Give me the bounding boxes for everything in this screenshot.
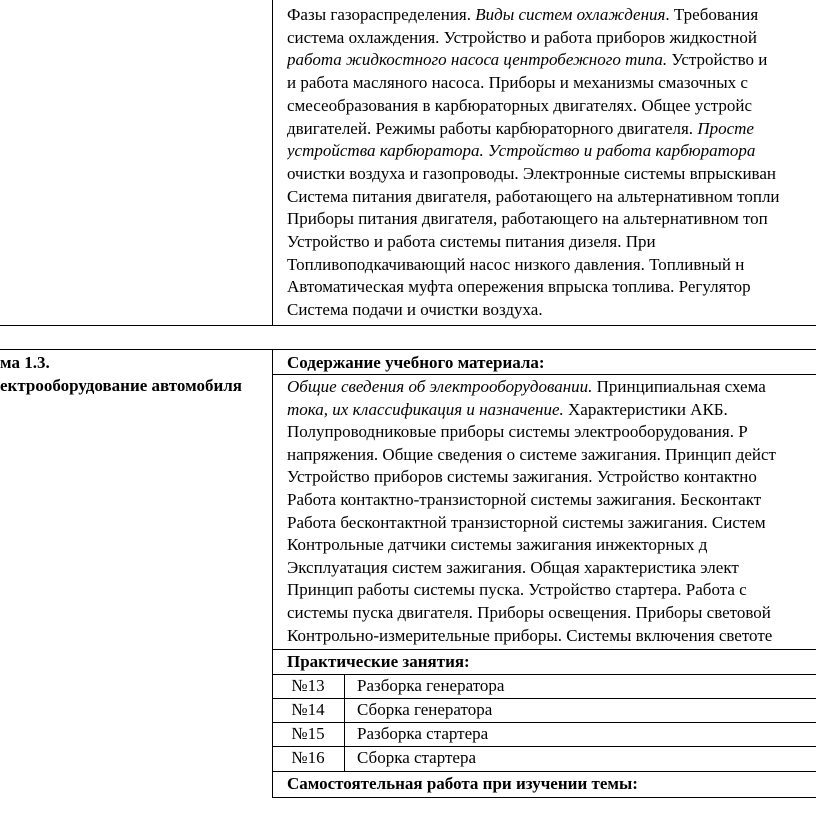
practice-row-number: №15 — [291, 724, 325, 743]
text-line — [287, 534, 816, 556]
text-line — [287, 163, 816, 185]
text-run: напряжения. Общие сведения о системе зажигания. Принцип дейст — [287, 444, 776, 464]
content-heading: Содержание учебного материала: — [287, 353, 545, 372]
text-line — [287, 254, 816, 276]
text-run: Система подачи и очистки воздуха. — [287, 300, 543, 320]
practice-row-number: №14 — [291, 700, 325, 719]
text-line — [287, 186, 816, 208]
text-run: Принцип работы системы пуска. Устройство стартера. Работа с — [287, 580, 747, 600]
text-line — [287, 557, 816, 579]
text-run: Автоматическая муфта опережения впрыска топлива. Регулятор — [287, 277, 751, 297]
text-run: Контрольные датчики системы зажигания инжекторных д — [287, 535, 708, 555]
topic-title: ектрооборудование автомобиля — [0, 376, 242, 395]
practice-row-title: Разборка генератора — [357, 676, 505, 695]
practice-row-rule-5 — [272, 771, 816, 772]
text-line — [287, 299, 816, 321]
text-line — [287, 231, 816, 253]
text-line — [287, 72, 816, 94]
text-line — [287, 49, 816, 71]
italic-text-run: тока, их классификация и назначение. — [287, 399, 564, 419]
practice-row-number: №16 — [291, 748, 325, 767]
text-run: Принципиальная схема — [592, 377, 766, 396]
top-bottom-border — [0, 325, 816, 326]
practice-row-title: Сборка генератора — [357, 700, 493, 719]
text-run: Устройство и — [667, 50, 768, 70]
text-line — [287, 466, 816, 488]
text-run: Работа бесконтактной транзисторной системы зажигания. Систем — [287, 512, 766, 532]
text-line — [287, 140, 816, 162]
text-line — [287, 276, 816, 298]
text-line — [287, 602, 816, 624]
practice-number-divider — [344, 674, 345, 772]
text-run: Топливоподкачивающий насос низкого давления. Топливный н — [287, 254, 745, 274]
practice-row-title: Разборка стартера — [357, 724, 489, 743]
text-run: системы пуска двигателя. Приборы освещения. Приборы световой — [287, 603, 771, 622]
content-heading-rule — [272, 374, 816, 375]
topic-number: ма 1.3. — [0, 353, 50, 372]
italic-text-run: Общие сведения об электрооборудовании. — [287, 377, 593, 396]
practice-heading-top-rule — [272, 649, 816, 650]
text-run: Фазы газораспределения. — [287, 5, 476, 24]
text-line — [287, 95, 816, 117]
top-left-border — [272, 0, 273, 326]
text-run: Система питания двигателя, работающего на альтернативном топли — [287, 186, 780, 206]
italic-text-run: Виды систем охлаждения — [475, 5, 666, 24]
text-line — [287, 512, 816, 534]
text-run: и работа масляного насоса. Приборы и механизмы смазочных с — [287, 73, 748, 93]
text-run: Устройство приборов системы зажигания. Устройство контактно — [287, 467, 757, 487]
text-line — [287, 421, 816, 443]
text-line — [287, 444, 816, 466]
text-line — [287, 118, 816, 140]
text-run: очистки воздуха и газопроводы. Электронные системы впрыскиван — [287, 163, 776, 183]
text-run: . Требования — [665, 5, 759, 24]
practice-row-number: №13 — [291, 676, 325, 695]
text-line — [287, 625, 816, 647]
italic-text-run: устройства карбюратора. Устройство и работа карбюратора — [287, 141, 756, 161]
table-bottom-border — [272, 797, 816, 798]
text-line — [287, 27, 816, 49]
text-line — [287, 208, 816, 230]
text-run: Эксплуатация систем зажигания. Общая характеристика элект — [287, 557, 739, 577]
text-line — [287, 399, 816, 421]
independent-work-heading: Самостоятельная работа при изучении темы: — [287, 774, 638, 793]
text-run: двигателей. Режимы работы карбюраторного двигателя. — [287, 118, 698, 138]
text-run: Приборы питания двигателя, работающего на альтернативном топ — [287, 209, 768, 229]
italic-text-run: работа жидкостного насоса центробежного типа. — [287, 50, 668, 70]
italic-text-run: Просте — [697, 118, 754, 138]
topic-top-border — [0, 349, 816, 350]
text-run: Устройство и работа системы питания дизеля. При — [287, 232, 656, 251]
practice-heading: Практические занятия: — [287, 652, 470, 671]
text-run: Контрольно-измерительные приборы. Системы включения светоте — [287, 625, 773, 645]
text-run: Работа контактно-транзисторной системы зажигания. Бесконтакт — [287, 490, 762, 509]
text-line — [287, 4, 816, 26]
text-line — [287, 376, 816, 398]
text-run: система охлаждения. Устройство и работа приборов жидкостной — [287, 27, 757, 47]
text-run: смесеобразования в карбюраторных двигателях. Общее устройс — [287, 95, 753, 115]
text-run: Характеристики АКБ. — [563, 399, 728, 419]
practice-row-title: Сборка стартера — [357, 748, 477, 767]
text-line — [287, 489, 816, 511]
text-line — [287, 579, 816, 601]
text-run: Полупроводниковые приборы системы электрооборудования. Р — [287, 422, 748, 442]
